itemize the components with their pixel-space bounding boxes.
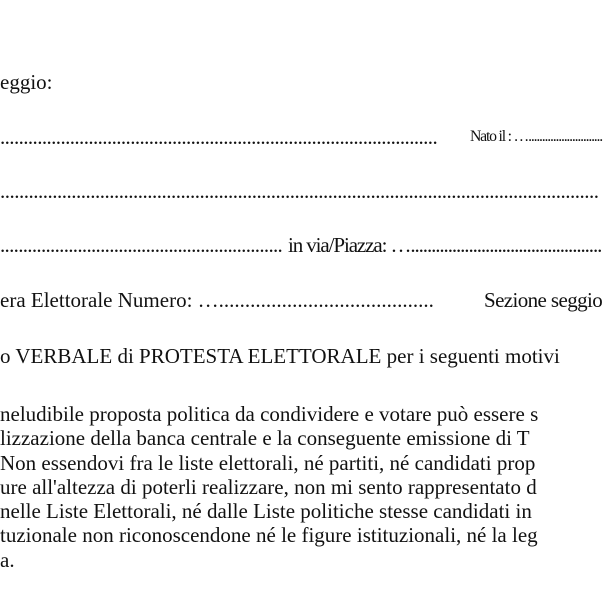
residence-field-dots[interactable]: .............................................................. — [0, 233, 283, 257]
name-field-dots[interactable]: .............................................................................................. — [0, 125, 438, 149]
birth-date-field[interactable]: Nato il : …........................... — [470, 128, 603, 145]
paragraph-line: a. — [0, 547, 15, 572]
paragraph-line: Non essendovi fra le liste elettorali, né partiti, né candidati prop — [0, 450, 536, 475]
paragraph-line: neludibile proposta politica da condividere e votare può essere s — [0, 402, 539, 426]
protest-heading: o VERBALE di PROTESTA ELETTORALE per i seguenti motivi — [0, 344, 560, 368]
paragraph-line: nelle Liste Elettorali, né dalle Liste politiche stesse candidati in — [0, 499, 532, 524]
paragraph-line: tuzionale non riconoscendone né le figure istituzionali, né la leg — [0, 523, 538, 548]
address-field-dots[interactable]: .............................................................................................................................. — [0, 179, 599, 203]
protest-reasons-paragraph — [0, 402, 538, 572]
street-field[interactable]: in via/Piazza: ….............................................. — [288, 233, 602, 257]
electoral-card-number-field[interactable]: era Elettorale Numero: …......................................... — [0, 288, 434, 312]
paragraph-line: ure all'altezza di poterli realizzare, non mi sento rappresentato d — [0, 474, 537, 499]
seggio-label: eggio: — [0, 70, 53, 94]
paragraph-line: lizzazione della banca centrale e la conseguente emissione di T — [0, 426, 530, 451]
polling-section-label: Sezione seggio — [484, 288, 603, 312]
